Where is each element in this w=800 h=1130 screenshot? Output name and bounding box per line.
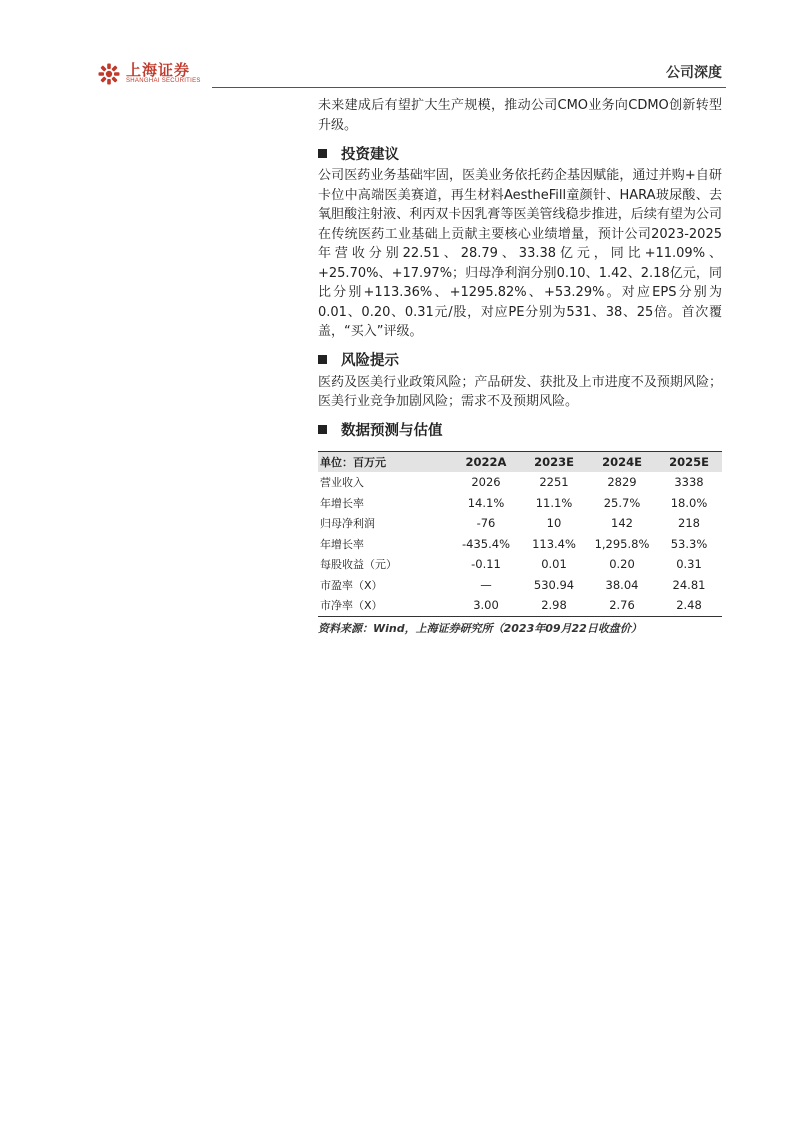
section-title: 数据预测与估值 [341,423,443,439]
table-row [318,513,722,534]
section-title: 风险提示 [341,353,399,369]
table-cell: 2.76 [588,595,656,616]
table-cell: — [480,577,492,592]
table-cell: 3.00 [452,595,520,616]
table-cell: 10 [546,516,562,531]
table-row [318,472,722,493]
logo-name-cn: 上海证券 [126,61,191,79]
section-heading-investment [318,140,722,166]
table-cell: 53.3% [670,536,708,551]
table-cell: 0.20 [609,557,635,572]
logo-icon [98,63,120,85]
table-cell: 0.01 [541,557,567,572]
table-cell: 38.04 [605,577,639,592]
table-cell: 1,295.8% [594,536,650,551]
bullet-square-icon [318,149,327,158]
table-cell: 11.1% [535,495,573,510]
table-cell: 3338 [674,475,704,490]
page-header [0,0,800,100]
table-cell: 2251 [539,475,569,490]
table-row-label: 年增长率 [320,537,364,551]
table-header-row [318,451,722,472]
table-cell: 530.94 [533,577,575,592]
section-heading-forecast [318,417,722,443]
table-cell: 2026 [471,475,501,490]
table-header-cell: 2022A [465,454,507,469]
section-heading-risk [318,347,722,373]
table-row [318,493,722,514]
forecast-table [318,451,722,617]
table-row-label: 每股收益（元） [320,558,397,572]
table-row-label: 归母净利润 [320,517,375,531]
table-cell: -435.4% [462,536,510,551]
table-header-cell: 2024E [602,454,642,469]
table-cell: 24.81 [672,577,706,592]
table-row-label: 年增长率 [320,496,364,510]
logo-name-en: SHANGHAI SECURITIES [126,78,201,84]
intro-paragraph: 未来建成后有望扩大生产规模，推动公司CMO业务向CDMO创新转型升级。 [318,98,722,133]
bullet-square-icon [318,425,327,434]
table-cell: 25.7% [603,495,641,510]
header-divider [212,87,726,88]
table-header-cell: 2023E [534,454,574,469]
table-row [318,595,722,616]
table-cell: -76 [476,516,496,531]
table-cell: 218 [678,516,700,531]
bullet-square-icon [318,355,327,364]
table-cell: 142 [611,516,633,531]
table-cell: 14.1% [467,495,505,510]
company-logo [98,62,201,85]
table-row-label: 市净率（X） [318,595,452,616]
table-cell: 2.98 [520,595,588,616]
table-row [318,554,722,575]
table-row [318,534,722,555]
data-source-note: 资料来源：Wind，上海证券研究所（2023年09月22日收盘价） [318,621,642,635]
table-row-label: 营业收入 [320,476,364,490]
investment-paragraph: 公司医药业务基础牢固，医美业务依托药企基因赋能，通过并购+自研卡位中高端医美赛道，再生材料AestheFill童颜针、HARA玻尿酸、去氧胆酸注射液、利丙双卡因乳膏等医美管线稳步推进，后续有望为公司在传统医药工业基础上贡献主要核心业绩增量，预计公司2023-2025年营收分别22.51、28.79、33.38亿元，同比+11.09%、+25.70%、+17.97%；归母净利润分别0.10、1.42、2.18亿元，同比分别+113.36%、+1295.82%、+53.29%。对应EPS分别为0.01、0.20、0.31元/股，对应PE分别为531、38、25倍。首次覆盖，“买入”评级。 [318,168,722,339]
section-title: 投资建议 [341,146,399,163]
table-cell: 2.48 [656,595,722,616]
table-header-cell: 2025E [669,454,709,469]
table-header-cell: 单位：百万元 [320,455,386,469]
table-cell: 0.31 [676,557,702,572]
table-cell: 18.0% [670,495,708,510]
report-body [318,96,722,636]
table-cell: -0.11 [471,557,501,572]
table-cell: 2829 [607,475,637,490]
table-row-label: 市盈率（X） [320,578,383,592]
document-type: 公司深度 [666,65,722,81]
table-cell: 113.4% [532,536,576,551]
risk-paragraph: 医药及医美行业政策风险；产品研发、获批及上市进度不及预期风险；医美行业竞争加剧风险；需求不及预期风险。 [318,374,722,409]
table-row [318,575,722,596]
